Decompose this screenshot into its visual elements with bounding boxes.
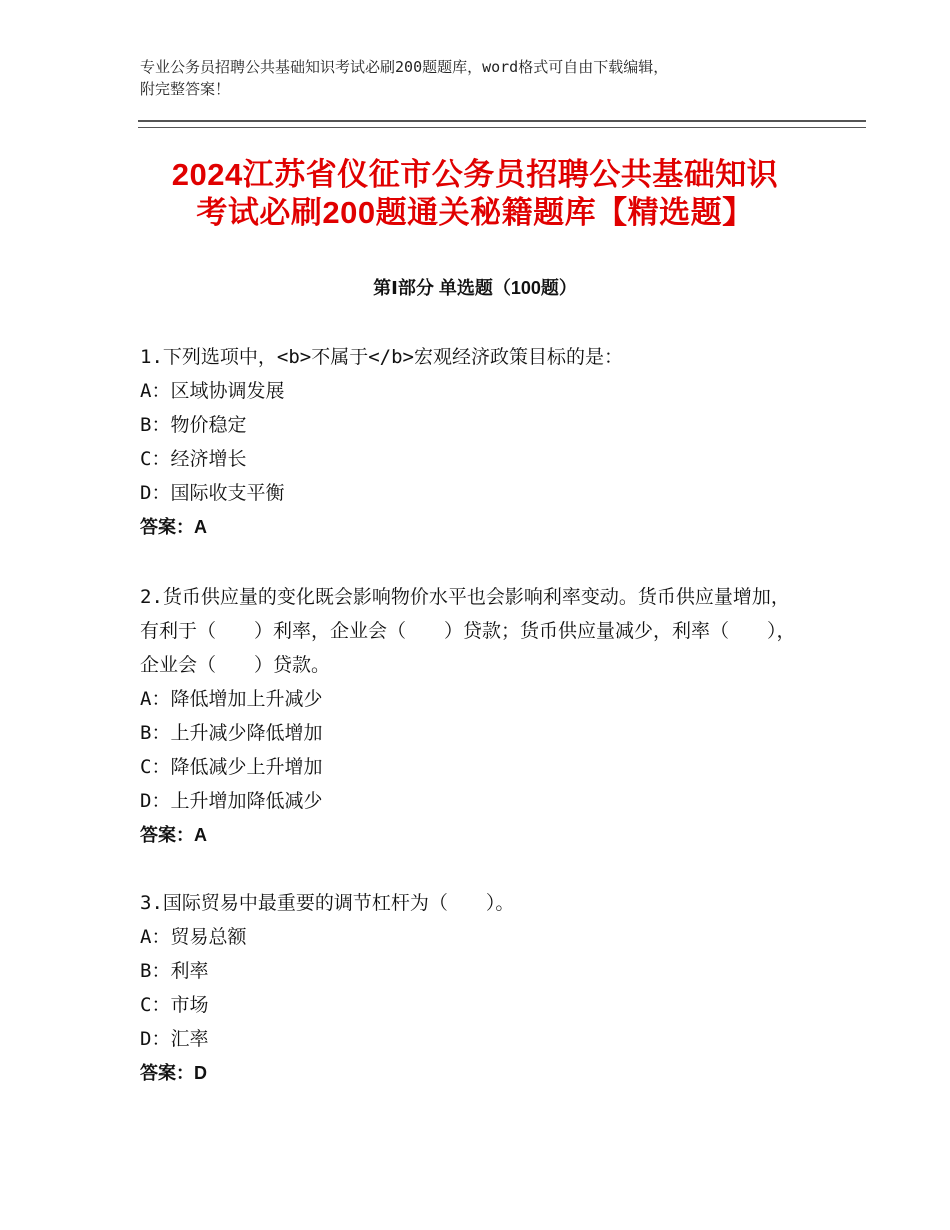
option-c: C：经济增长 — [140, 448, 247, 470]
option-a: A：贸易总额 — [140, 926, 247, 948]
header-note-line-2: 附完整答案！ — [140, 80, 231, 98]
option-b: B：上升减少降低增加 — [140, 722, 323, 744]
option-b: B：利率 — [140, 960, 209, 982]
document-title-line-1: 2024江苏省仪征市公务员招聘公共基础知识 — [171, 157, 779, 192]
question-3 — [140, 886, 800, 1090]
option-a: A：降低增加上升减少 — [140, 688, 323, 710]
header-divider — [138, 120, 866, 128]
question-stem: 2.货币供应量的变化既会影响物价水平也会影响利率变动。货币供应量增加，有利于（ ）利率，企业会（ ）贷款；货币供应量减少，利率（ ），企业会（ ）贷款。 — [140, 586, 796, 676]
answer: 答案：A — [140, 517, 207, 537]
option-d: D：汇率 — [140, 1028, 209, 1050]
option-c: C：市场 — [140, 994, 209, 1016]
option-d: D：上升增加降低减少 — [140, 790, 323, 812]
answer: 答案：D — [140, 1063, 207, 1083]
header-note — [140, 56, 820, 100]
question-1 — [140, 340, 800, 544]
question-stem: 3.国际贸易中最重要的调节杠杆为（ ）。 — [140, 892, 515, 914]
document-title — [100, 156, 850, 232]
question-stem: 1.下列选项中，<b>不属于</b>宏观经济政策目标的是： — [140, 346, 623, 368]
question-2 — [140, 580, 800, 852]
option-a: A：区域协调发展 — [140, 380, 285, 402]
answer: 答案：A — [140, 825, 207, 845]
header-note-line-1: 专业公务员招聘公共基础知识考试必刷200题题库，word格式可自由下载编辑， — [140, 58, 669, 76]
section-title: 第Ⅰ部分 单选题（100题） — [373, 278, 577, 298]
document-title-line-2: 考试必刷200题通关秘籍题库【精选题】 — [196, 195, 754, 230]
option-d: D：国际收支平衡 — [140, 482, 285, 504]
option-c: C：降低减少上升增加 — [140, 756, 323, 778]
option-b: B：物价稳定 — [140, 414, 247, 436]
